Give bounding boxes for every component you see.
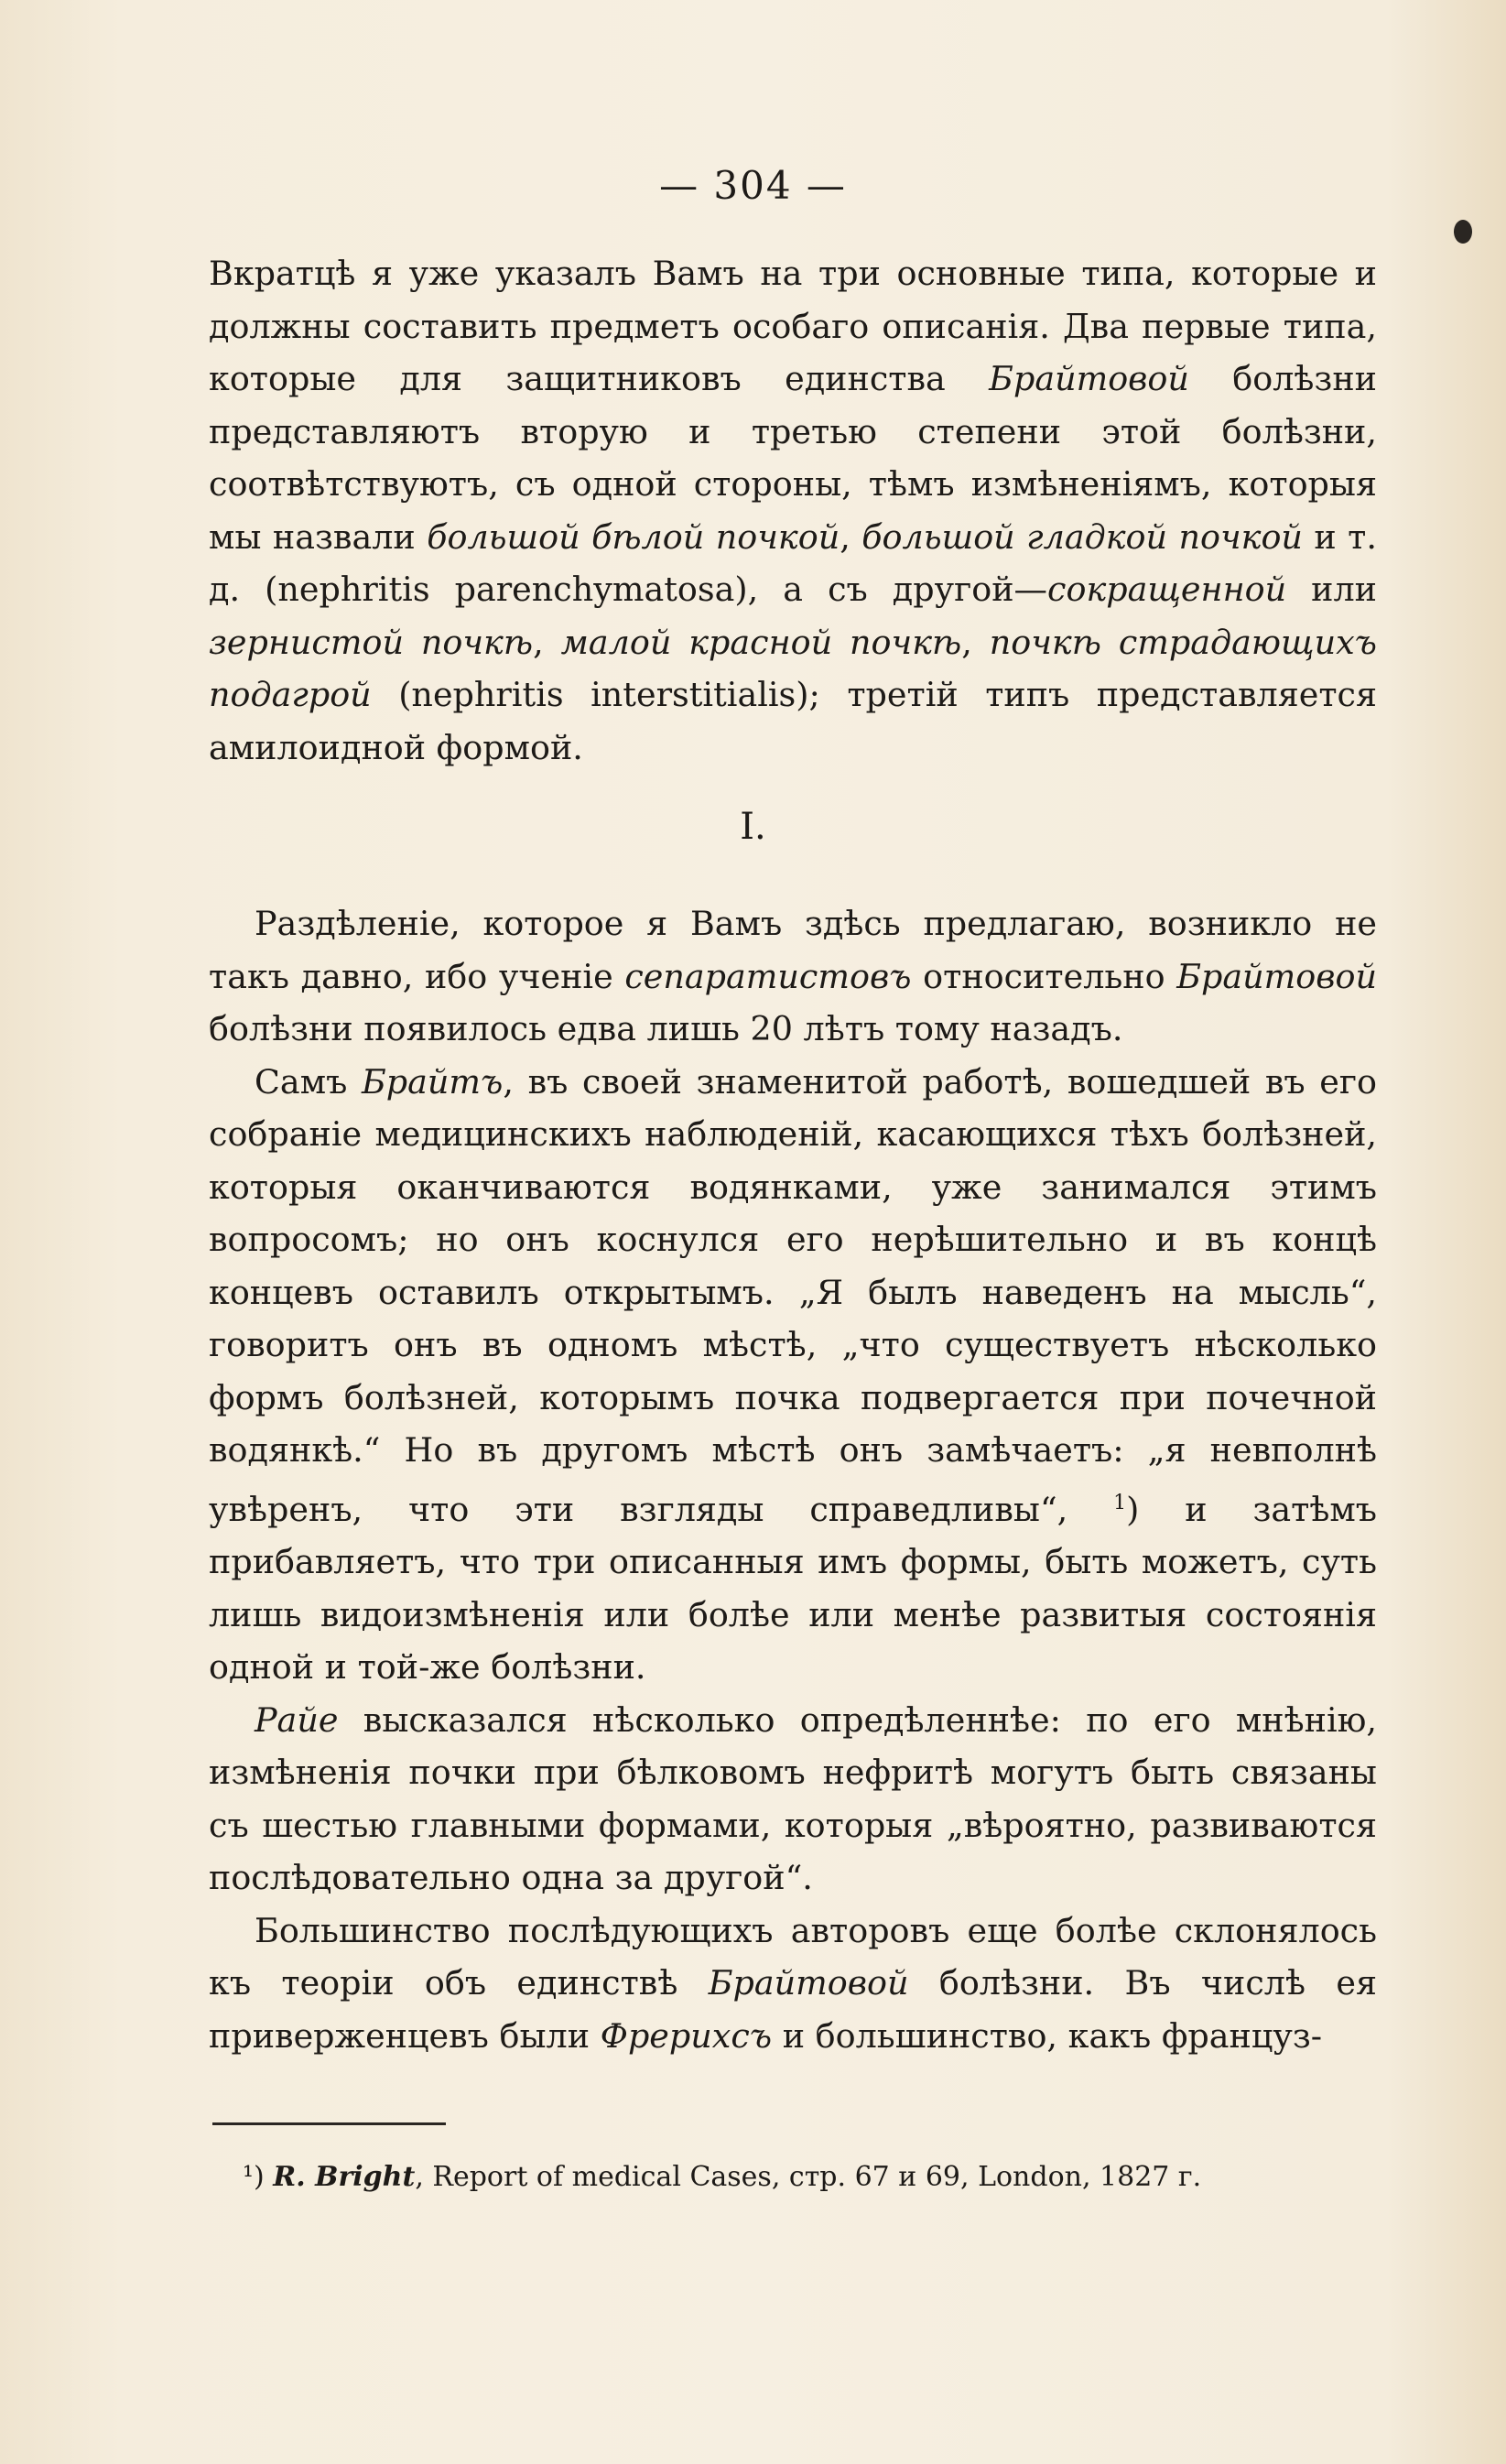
italic-run: Райе — [255, 1699, 339, 1740]
text-run: Самъ — [255, 1061, 362, 1102]
footnote-mark: ¹) — [243, 2161, 265, 2193]
italic-run: сокращенной — [1047, 570, 1287, 609]
text-run: Большинство послѣдующихъ авторовъ еще болѣе склонялось къ теоріи объ единствѣ — [209, 1910, 1377, 2003]
page-number: — 304 — — [659, 163, 847, 208]
italic-run: сепаратистовъ — [624, 956, 912, 996]
paragraph-intro — [209, 247, 1377, 774]
italic-run: зернистой почкѣ — [209, 622, 534, 662]
paragraph-3 — [209, 1694, 1377, 1905]
text-run: , — [961, 622, 990, 662]
footnote-author: R. Bright — [273, 2161, 416, 2193]
paragraph-1 — [209, 897, 1377, 1056]
italic-run: большой бѣлой почкой — [427, 516, 840, 557]
text-block-intro — [209, 247, 1377, 774]
paragraph-2 — [209, 1056, 1377, 1694]
paragraph-4 — [209, 1905, 1377, 2063]
text-run: болѣзни представляютъ вторую и третью степени этой болѣзни, соотвѣтствуютъ, съ одной стороны, тѣмъ измѣненіямъ, которыя мы назвали — [209, 359, 1377, 557]
footnote-text: , Report of medical Cases, стр. 67 и 69, London, 1827 г. — [415, 2161, 1202, 2193]
text-run: болѣзни. Въ числѣ ея приверженцевъ были — [209, 1963, 1377, 2056]
text-run: (nephritis interstitialis); третій типъ представляется амилоидной формой. — [209, 675, 1377, 767]
footnote-ref[interactable]: 1 — [1113, 1491, 1127, 1514]
italic-run: Брайтъ — [361, 1061, 504, 1102]
text-run: , въ своей знаменитой работѣ, вошедшей въ его собраніе медицинскихъ наблюденій, касающихся тѣхъ болѣзней, которыя оканчиваются водянками, уже занимался этимъ вопросомъ; но онъ коснулся его нерѣшительно и въ концѣ концевъ оставилъ открытымъ. „Я былъ наведенъ на мысль“, говоритъ онъ въ одномъ мѣстѣ, „что существуетъ нѣсколько формъ болѣзней, которымъ почка подвергается при почечной водянкѣ.“ Но въ другомъ мѣстѣ онъ замѣчаетъ: „я невполнѣ увѣренъ, что эти взгляды справедливы“, — [209, 1061, 1377, 1529]
italic-run: Брайтовой — [989, 359, 1189, 398]
italic-run: Брайтовой — [1176, 956, 1377, 996]
text-run: и большинство, какъ француз- — [772, 2015, 1323, 2056]
text-run: Раздѣленіе, которое я Вамъ здѣсь предлагаю, возникло не такъ давно, ибо ученіе — [209, 904, 1377, 996]
section-heading: I. — [740, 806, 766, 848]
text-run: болѣзни появилось едва лишь 20 лѣтъ тому назадъ. — [209, 1009, 1123, 1048]
italic-run: большой гладкой почкой — [861, 516, 1303, 557]
italic-run: Фрерихсъ — [600, 2015, 773, 2056]
text-block-section-1 — [209, 897, 1377, 2062]
italic-run: малой красной почкѣ — [560, 622, 962, 662]
text-run: относительно — [911, 956, 1177, 996]
footnote-divider — [212, 2122, 446, 2125]
text-run: , — [840, 516, 862, 557]
footnote — [243, 2159, 1387, 2196]
text-run: высказался нѣсколько опредѣленнѣе: по его мнѣнію, измѣненія почки при бѣлковомъ нефритѣ могутъ быть связаны съ шестью главными формами, которыя „вѣроятно, развиваются послѣдовательно одна за другой“. — [209, 1699, 1377, 1898]
ink-spot — [1454, 220, 1472, 244]
text-run: и т. д. (nephritis parenchymatosa), а съ другой— — [209, 516, 1377, 609]
italic-run: почкѣ страдающихъ подагрой — [209, 622, 1377, 714]
text-run: , — [533, 622, 561, 662]
text-run: или — [1286, 570, 1377, 609]
italic-run: Брайтовой — [708, 1963, 909, 2003]
text-run: ) и затѣмъ прибавляетъ, что три описанныя имъ формы, быть можетъ, суть лишь видоизмѣненія или болѣе или менѣе развитыя состоянія одной и той-же болѣзни. — [209, 1489, 1377, 1688]
text-run: Вкратцѣ я уже указалъ Вамъ на три основные типа, которые и должны составить предметъ особаго описанія. Два первые типа, которые для защитниковъ единства — [209, 254, 1377, 398]
